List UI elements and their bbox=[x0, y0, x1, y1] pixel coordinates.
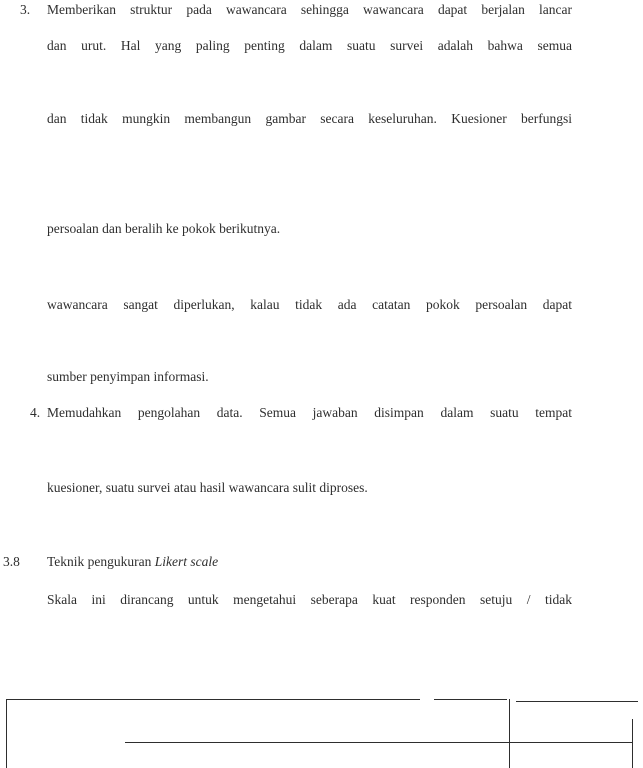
item3-line-5: wawancara sangat diperlukan, kalau tidak ada catatan pokok persoalan dapat bbox=[47, 297, 572, 312]
item3-line-2: dan urut. Hal yang paling penting dalam suatu survei adalah bahwa semua bbox=[47, 38, 572, 53]
table-inner-row-line bbox=[125, 742, 633, 743]
item3-line-4: persoalan dan beralih ke pokok berikutnya. bbox=[47, 221, 281, 236]
section-number: 3.8 bbox=[3, 554, 20, 569]
table-top-border-mid bbox=[434, 699, 507, 700]
table-top-border-right bbox=[516, 701, 638, 702]
table-left-border bbox=[6, 699, 7, 768]
section-heading bbox=[47, 554, 218, 570]
section-heading-italic: Likert scale bbox=[154, 554, 219, 569]
section-body-line: Skala ini dirancang untuk mengetahui seberapa kuat responden setuju / tidak bbox=[47, 592, 572, 607]
section-heading-text: Teknik pengukuran bbox=[47, 554, 155, 569]
item3-line-1: Memberikan struktur pada wawancara sehingga wawancara dapat berjalan lancar bbox=[47, 2, 572, 17]
table-column-divider-1 bbox=[509, 699, 510, 768]
table-top-border-left bbox=[6, 699, 420, 700]
list-number-4: 4. bbox=[30, 405, 41, 420]
item3-line-3: dan tidak mungkin membangun gambar secara keseluruhan. Kuesioner berfungsi bbox=[47, 111, 572, 126]
list-number-3: 3. bbox=[20, 2, 31, 17]
item4-line-2: kuesioner, suatu survei atau hasil wawancara sulit diproses. bbox=[47, 480, 368, 495]
item3-line-6: sumber penyimpan informasi. bbox=[47, 369, 209, 384]
item4-line-1: Memudahkan pengolahan data. Semua jawaban disimpan dalam suatu tempat bbox=[47, 405, 572, 420]
table-column-divider-2 bbox=[632, 719, 633, 768]
